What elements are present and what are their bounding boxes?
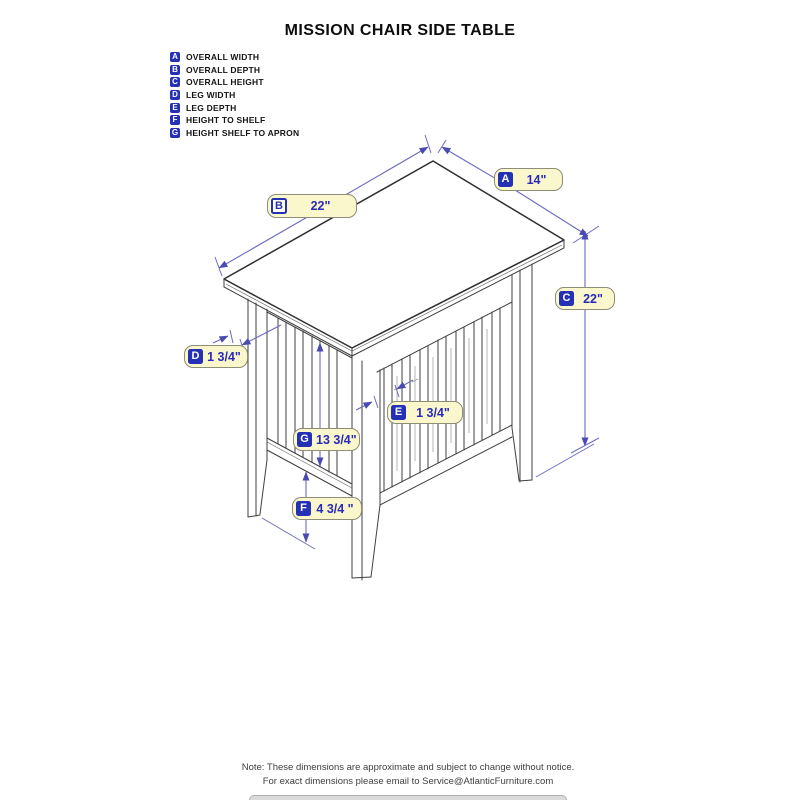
dim-badge-c: C [559, 291, 574, 306]
legend-badge-b: B [170, 65, 180, 75]
legend-badge-c: C [170, 77, 180, 87]
legend-badge-f: F [170, 115, 180, 125]
dim-label-leg-depth [387, 401, 463, 424]
dim-badge-b: B [271, 198, 287, 214]
dim-value-b: 22" [310, 199, 331, 213]
dim-badge-f: F [296, 501, 311, 516]
left-slats [278, 318, 337, 476]
right-slats [384, 308, 500, 491]
front-leg [352, 356, 380, 580]
legend-badge-g: G [171, 127, 179, 137]
footer-note-line1: Note: These dimensions are approximate and subject to change without notice. [241, 762, 575, 773]
legend-badge-e: E [170, 103, 180, 113]
dim-label-overall-width [494, 168, 563, 191]
back-panel-hints [394, 329, 487, 471]
cropped-bottom-bar [249, 795, 567, 800]
legend-label: HEIGHT TO SHELF [186, 115, 266, 126]
legend-label: HEIGHT SHELF TO APRON [186, 127, 300, 138]
dim-value-d: 1 3/4" [207, 349, 241, 364]
right-leg [512, 264, 532, 482]
dim-value-f: 4 3/4 " [316, 501, 354, 516]
footer-note [8, 761, 800, 789]
footer-note-line2: For exact dimensions please email to Service@AtlanticFurniture.com [262, 776, 554, 787]
legend-label: OVERALL DEPTH [186, 64, 261, 75]
dim-value-g: 13 3/4" [316, 432, 357, 447]
dim-label-overall-height [555, 287, 615, 310]
dim-label-leg-width [184, 345, 248, 368]
dim-badge-a: A [498, 172, 513, 187]
left-leg [248, 299, 267, 517]
dim-value-e: 1 3/4" [416, 405, 450, 420]
legend-badge-d: D [170, 90, 180, 100]
page-title: MISSION CHAIR SIDE TABLE [284, 22, 516, 39]
dim-label-overall-depth [267, 194, 357, 218]
dim-label-height-to-shelf [292, 497, 362, 520]
legend-badge-a: A [170, 52, 180, 62]
legend-label: OVERALL HEIGHT [186, 77, 264, 88]
dim-value-c: 22" [583, 291, 603, 306]
dim-value-a: 14" [526, 172, 547, 187]
dim-badge-e: E [391, 405, 406, 420]
legend-label: LEG DEPTH [186, 102, 237, 113]
legend-label: LEG WIDTH [186, 90, 236, 101]
legend-label: OVERALL WIDTH [186, 52, 260, 63]
dim-badge-g: G [297, 432, 312, 447]
dim-badge-d: D [188, 349, 203, 364]
dim-label-height-shelf-to-apron [293, 428, 360, 451]
